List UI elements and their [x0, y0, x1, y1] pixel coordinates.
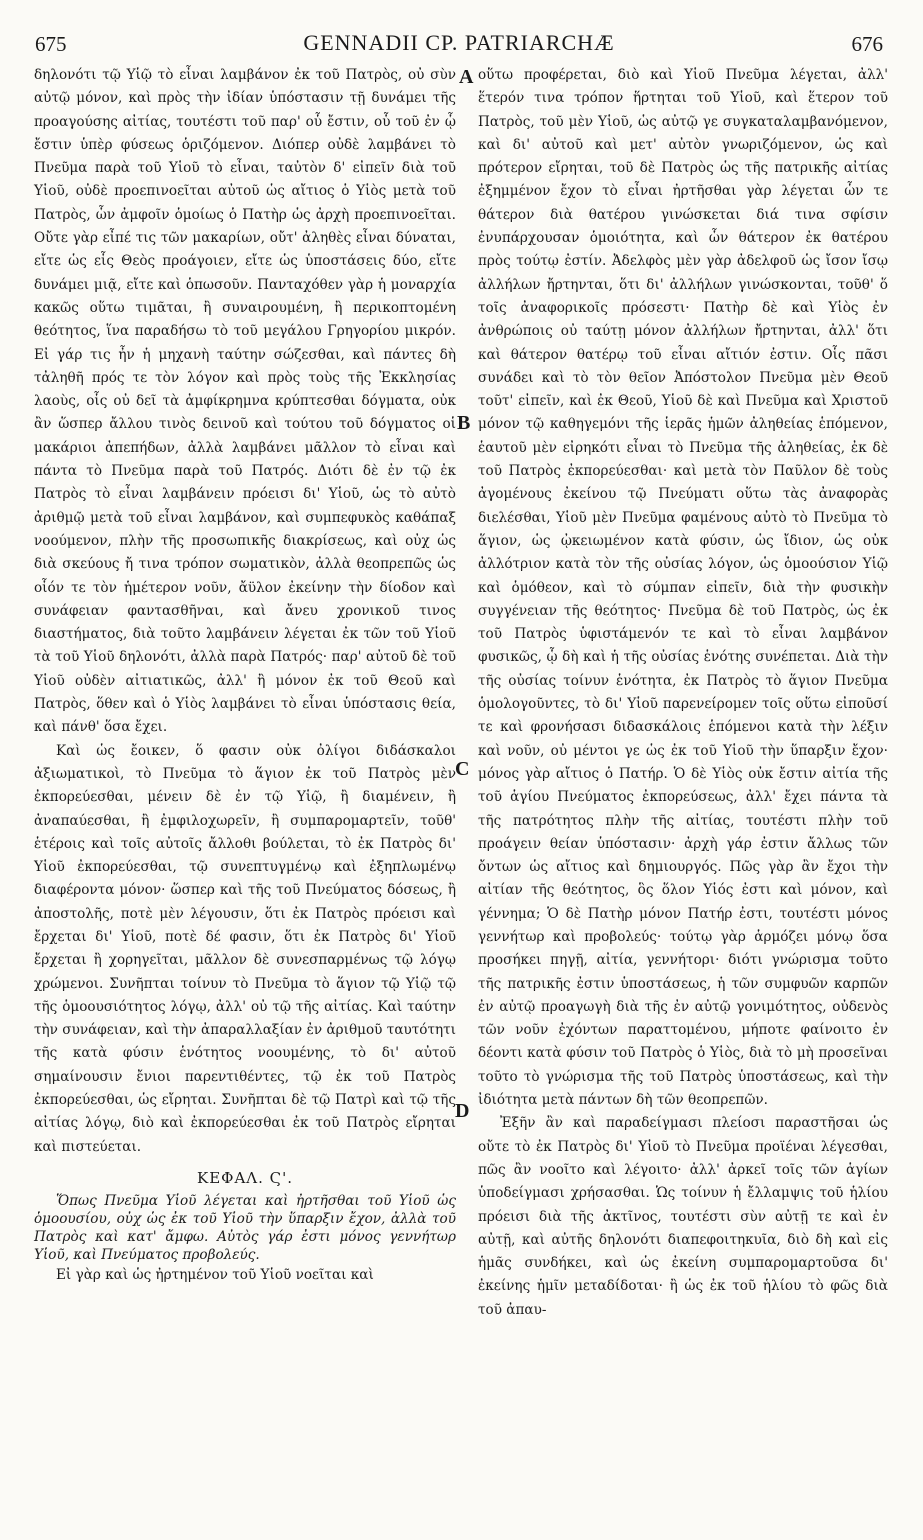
- right-column: [478, 64, 888, 1322]
- chapter-title: ΚΕΦΑΛ. Ϛ'.: [196, 1168, 294, 1187]
- page-number-left: 675: [35, 32, 67, 56]
- page-header: [35, 30, 883, 64]
- chapter-summary: Ὅπως Πνεῦμα Υἱοῦ λέγεται καὶ ἠρτῆσθαι τοῦ Υἱοῦ ὡς ὁμοουσίου, οὐχ ὡς ἐκ τοῦ Υἱοῦ τὴν ὕπαρξιν ἔχον, ἀλλὰ τοῦ Πατρὸς καὶ κατ' ἄμφω. Αὐτὸς γάρ ἐστι μόνος γεννήτωρ Υἱοῦ, καὶ Πνεύματος προβολεύς.: [34, 1193, 456, 1264]
- margin-marker-c: C: [455, 758, 470, 780]
- margin-marker-d: D: [455, 1100, 470, 1122]
- right-paragraph-2: Ἐξῆν ἂν καὶ παραδείγμασι πλείοσι παραστῆσαι ὡς οὔτε τὸ ἐκ Πατρὸς δι' Υἱοῦ τὸ Πνεῦμα προϊέναι λέγεσθαι, πῶς ἂν νοοῖτο καὶ λέγοιτο· ἀλλ' ἀρκεῖ τοῖς τῶν ἁγίων ὑποδείγμασι χρήσασθαι. Ὡς τοίνυν ἡ ἔλλαμψις τοῦ ἡλίου πρόεισι διὰ τῆς ἀκτῖνος, τουτέστι σὺν αὐτῇ τε καὶ ἐν αὐτῇ, καὶ αὐτῆς δηλονότι διαπεφοιτηκυῖα, διὸ δὴ καὶ εἰς ἡμᾶς συνδήκει, καὶ ὡς ἐκείνη συμπαρομαρτοῦσα δι' ἐκείνης ἡμῖν μεταδίδοται· ἢ ὡς ἐκ τοῦ ἡλίου τὸ φῶς διὰ τοῦ ἀπαυ-: [478, 1115, 888, 1318]
- right-paragraph-1: οὕτω προφέρεται, διὸ καὶ Υἱοῦ Πνεῦμα λέγεται, ἀλλ' ἕτερόν τινα τρόπον ἥρτηται τοῦ Υἱοῦ, καὶ ἕτερον τοῦ Πατρὸς, τοῦ μὲν Υἱοῦ, ὡς αὐτῷ γε συγκαταλαμβανόμενον, καὶ δι' αὐτοῦ καὶ μετ' αὐτὸν γνωριζόμενον, ὡς καὶ πρότερον εἴρηται, τοῦ δὲ Πατρὸς ὡς τῆς πατρικῆς αἰτίας ἐξημμένον ἔχον τὸ εἶναι ἠρτῆσθαι γὰρ λέγεται ὧν τε θάτερον διὰ θατέρου γινώσκεται διά τινα σφίσιν ἐνυπάρχουσαν ὁμοιότητα, καὶ ὧν θάτερον ἐκ θατέρου πρὸς τούτῳ ἐστίν. Ἀδελφὸς μὲν γὰρ ἀδελφοῦ ὡς ἴσον ἴσῳ ἀλλήλων ἤρτηνται, ὅτι δι' ἀλλήλων γινώσκονται, τοῦθ' ὅ τοῖς ἀναφορικοῖς πρόσεστι· Πατὴρ δὲ καὶ Υἱὸς ἐν ἀνθρώποις οὐ ταύτῃ μόνον ἀλλήλων ἤρτηνται, ἀλλ' ὅτι καὶ θάτερον θατέρῳ τοῦ εἶναι αἴτιόν ἐστιν. Οἷς πᾶσι συνάδει καὶ τὸ τὸν θεῖον Ἀπόστολον Πνεῦμα μὲν Θεοῦ τοῦτ' εἰπεῖν, καὶ ἐκ Θεοῦ, Υἱοῦ δὲ καὶ Πνεῦμα καὶ Χριστοῦ μόνον τῷ καθηγεμόνι τῆς ἱερᾶς ἡμῶν ἀληθείας ἑπόμενον, ἑαυτοῦ μὲν εἰρηκότι εἶναι τὸ Πνεῦμα τῆς ἀληθείας, ἐκ δὲ τοῦ Πατρὸς ἐκπορεύεσθαι· καὶ μετὰ τὸν Παῦλον δὲ τοὺς ἀγομένους ἐκείνου τῷ Πνεύματι οὕτω τὰς ἀναφορὰς διελέσθαι, Υἱοῦ μὲν Πνεῦμα φαμένους αὐτὸ τὸ Πνεῦμα τὸ ἅγιον, ὡς ᾠκειωμένον κατὰ φύσιν, ὡς ἴδιον, ὡς οὐκ ἀλλότριον κατὰ τὸν τῆς οὐσίας λόγον, ὡς ὁμοούσιον Υἱῷ καὶ ὁμόθεον, καὶ τὸ σύμπαν εἰπεῖν, διὰ τὴν φυσικὴν συγγένειαν τῆς θεότητος· Πνεῦμα δὲ τοῦ Πατρὸς, ὡς ἐκ τοῦ Πατρὸς ὑφιστάμενόν τε καὶ τὸ εἶναι λαμβάνον φυσικῶς, ᾧ δὴ καὶ ἡ τῆς οὐσίας ἑνότης συνέπεται. Διὰ τὴν τῆς οὐσίας τοίνυν ἑνότητα, ἐκ Πατρὸς τὸ ἅγιον Πνεῦμα ὁμολογοῦντες, τὸ δι' Υἱοῦ παρενείρομεν τοῖς οὕτω εἰποῦσί τε καὶ φρονήσασι διδασκάλοις ἑπόμενοι κατὰ τὴν λέξιν καὶ νοῦν, οὐ μέντοι γε ὡς ἐκ τοῦ Υἱοῦ τὴν ὕπαρξιν ἔχον· μόνος γὰρ αἴτιος ὁ Πατήρ. Ὁ δὲ Υἱὸς οὐκ ἔστιν αἰτία τῆς τοῦ ἁγίου Πνεύματος ἐκπορεύσεως, ἀλλ' ἔχει πάντα τὰ τῆς πατρότητος πλὴν τῆς αἰτίας, τουτέστι πλὴν τοῦ προάγειν θείαν ὑπόστασιν· ἀρχὴ γάρ ἐστιν ἄλλως τῶν ὄντων ὡς αἴτιος καὶ δημιουργός. Πῶς γὰρ ἂν ἔχοι τὴν αἰτίαν τῆς θεότητος, ὃς ὅλον Υἱός ἐστι καὶ μόνον, καὶ γέννημα; Ὁ δὲ Πατὴρ μόνον Πατήρ ἐστι, τουτέστι μόνος γεννήτωρ καὶ προβολεύς· τούτῳ γὰρ ἁρμόζει μόνῳ ὅσα προσήκει πηγῇ, αἰτία, γεννήτορι· διότι γνώρισμα τοῦτο τῆς πατρικῆς ἐστιν ὑποστάσεως, ἡ τῶν συμφυῶν καρπῶν ἐν αὐτῷ προαγωγὴ διὰ τῆς ἐν αὐτῷ γονιμότητος, οὐδενὸς τῶν νοῦν ἐχόντων παραττομένου, μήποτε φαίνοιτο ἐν δέοντι κατὰ φύσιν τοῦ Πατρὸς ὁ Υἱὸς, διὰ τὸ μὴ προσεῖναι τοῦτο τὸ γνώρισμα τῆς τοῦ Πατρὸς ὑποστάσεως, καὶ τὴν ἰδιότητα μετὰ πάντων δὴ τῶν θεοπρεπῶν.: [478, 67, 888, 1109]
- running-title: GENNADII CP. PATRIARCHÆ: [303, 30, 615, 55]
- page-number-right: 676: [851, 32, 883, 56]
- margin-marker-a: A: [459, 66, 474, 88]
- margin-marker-b: B: [457, 412, 471, 434]
- left-paragraph-1: δηλονότι τῷ Υἱῷ τὸ εἶναι λαμβάνον ἐκ τοῦ Πατρὸς, οὐ σὺν αὐτῷ μόνον, καὶ πρὸς τὴν ἰδίαν ὑπόστασιν τῇ δυνάμει τῆς προαγούσης αἰτίας, τουτέστι τοῦ παρ' οὗ ἔστιν, οὗ τοῦ ἐν ᾧ ἔστιν ὑπὲρ φύσεως ὁριζόμενον. Διόπερ οὐδὲ λαμβάνει τὸ Πνεῦμα παρὰ τοῦ Υἱοῦ τὸ εἶναι, ταὐτὸν δ' εἰπεῖν διὰ τοῦ Υἱοῦ, οὐδὲ προεπινοεῖται αὐτοῦ ὡς αἴτιος ὁ Υἱὸς μετὰ τοῦ Πατρὸς, ὧν ἀμφοῖν ὁμοίως ὁ Πατὴρ ὡς ἀρχὴ προεπινοεῖται. Οὔτε γὰρ εἶπέ τις τῶν μακαρίων, οὔτ' ἀληθὲς εἶναι δύναται, εἴτε ὡς εἷς Θεὸς προάγοιεν, εἴτε ὡς ὑποστάσεις δύο, εἴτε δυνάμει μιᾷ, εἴτε καὶ ὁπωσοῦν. Πανταχόθεν γὰρ ἡ μοναρχία κακῶς οὕτω τιμᾶται, ἢ συναιρουμένη, ἢ περικοπτομένη θεότητος, ἵνα παραδήσω τὸ τοῦ μεγάλου Γρηγορίου μικρόν. Εἰ γάρ τις ἦν ἡ μηχανὴ ταύτην σώζεσθαι, καὶ πάντες δὴ τἀληθῆ πρός τε τὸν λόγον καὶ πρὸς τοὺς τῆς Ἐκκλησίας λαοὺς, οἷς οὐ δεῖ τὰ ἀμφίκρημνα κρύπτεσθαι δόγματα, οὐκ ἂν ὥσπερ ἄλλου τινὸς δεινοῦ καὶ τούτου τοῦ δόγματος οἱ μακάριοι ἀπεπήδων, ἀλλὰ λαμβάνει μᾶλλον τὸ εἶναι καὶ πάντα τὸ Πνεῦμα παρὰ τοῦ Πατρός. Διότι δὲ ἐν τῷ ἐκ Πατρὸς τὸ εἶναι λαμβάνειν πρόεισι δι' Υἱοῦ, ὡς τὸ αὐτὸ ἀριθμῷ μετὰ τοῦ εἶναι λαμβάνον, καὶ συμπεφυκὸς καθάπαξ νοούμενον, πλὴν τῆς προσωπικῆς διακρίσεως, καὶ οὐχ ὡς διὰ σκεύους ἤ τινα τρόπον σωματικὸν, ἀλλὰ θεοπρεπῶς ὡς οἷόν τε τὸν ἡμέτερον νοῦν, ἄϋλον ἐκείνην τὴν δίοδον καὶ συνάφειαν φαντασθῆναι, καὶ ἄνευ χρονικοῦ τινος διαστήματος, διὰ τοῦτο λαμβάνειν λέγεται ἐκ τῶν τοῦ Υἱοῦ τὰ τοῦ Υἱοῦ δηλονότι, ἀλλὰ παρὰ Πατρός· παρ' αὐτοῦ δὲ τοῦ Υἱοῦ οὐδὲν αἰτιατικῶς, ἀλλ' ἢ μόνον ἐκ τοῦ Θεοῦ καὶ Πατρὸς, ὅθεν καὶ ὁ Υἱὸς λαμβάνει τὸ εἶναι ὑπόστασις θεία, καὶ πάνθ' ὅσα ἔχει.: [34, 67, 456, 736]
- left-paragraph-3: Εἰ γὰρ καὶ ὡς ἠρτημένον τοῦ Υἱοῦ νοεῖται καὶ: [56, 1267, 374, 1284]
- left-paragraph-2: Καὶ ὡς ἔοικεν, ὅ φασιν οὐκ ὀλίγοι διδάσκαλοι ἀξιωματικοὶ, τὸ Πνεῦμα τὸ ἅγιον ἐκ τοῦ Πατρὸς μὲν ἐκπορεύεσθαι, μένειν δὲ ἐν τῷ Υἱῷ, ἢ διαμένειν, ἢ ἀναπαύεσθαι, ἢ ἐμφιλοχωρεῖν, ἢ συμπαρομαρτεῖν, τοῦθ' ἑτέροις καὶ τοῖς αὐτοῖς ἄλλοθι βούλεται, τὸ ἐκ Πατρὸς δι' Υἱοῦ ἐκπορεύεσθαι, τῷ συνεπτυγμένῳ καὶ ἐξηπλωμένῳ διαφέροντα μόνον· ὥσπερ καὶ τῆς τοῦ Πνεύματος δόσεως, ἢ ἀποστολῆς, ποτὲ μὲν λέγουσιν, ὅτι ἐκ Πατρὸς πρόεισι καὶ ἔρχεται δι' Υἱοῦ, ποτὲ δέ φασιν, ὅτι ἐκ Πατρὸς δι' Υἱοῦ ἔρχεται ἢ χορηγεῖται, μᾶλλον δὲ συνεσπαρμένως τῷ λόγῳ χρώμενοι. Συνῆπται τοίνυν τὸ Πνεῦμα τὸ ἅγιον τῷ Υἱῷ τῷ τῆς ὁμοουσιότητος λόγῳ, ἀλλ' οὐ τῷ τῆς αἰτίας. Καὶ ταύτην τὴν συνάφειαν, καὶ τὴν ἀπαραλλαξίαν ἐν ἀριθμοῦ ταυτότητι τῆς κατὰ φύσιν ἑνότητος νοουμένης, τὸ δι' αὐτοῦ σημαίνουσιν ἔνιοι παρεντιθέντες, τῷ ἐκ τοῦ Πατρὸς ἐκπορεύεσθαι, ὡς εἴρηται. Συνῆπται δὲ τῷ Πατρὶ καὶ τῷ τῆς αἰτίας λόγῳ, διὸ καὶ ἐκπορεύεσθαι ἐκ τοῦ Πατρὸς εἴρηται καὶ πιστεύεται.: [34, 742, 456, 1155]
- left-column: [34, 64, 456, 1288]
